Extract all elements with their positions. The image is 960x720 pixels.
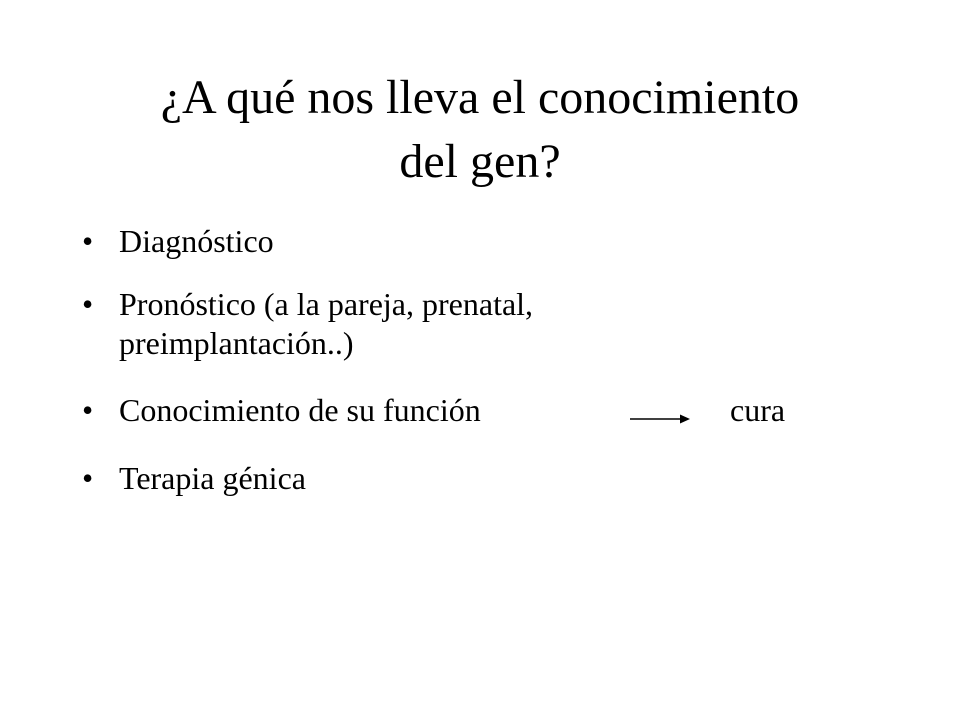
bullet-dot: • bbox=[82, 286, 94, 322]
list-item bbox=[82, 222, 762, 261]
slide-title bbox=[48, 66, 912, 194]
bullet-dot: • bbox=[82, 223, 94, 259]
right-arrow-icon bbox=[630, 411, 690, 427]
list-item bbox=[82, 459, 762, 498]
bullet-text-diagnostico: Diagnóstico bbox=[119, 223, 274, 259]
bullet-dot: • bbox=[82, 460, 94, 496]
title-line-2: del gen? bbox=[399, 135, 561, 188]
bullet-text-terapia: Terapia génica bbox=[119, 460, 306, 496]
bullet-dot: • bbox=[82, 392, 94, 428]
bullet-text-pronostico: Pronóstico (a la pareja, prenatal, preimplantación..) bbox=[119, 286, 534, 361]
arrow-label-cura: cura bbox=[730, 392, 786, 428]
list-item bbox=[82, 285, 762, 363]
title-line-1: ¿A qué nos lleva el conocimiento bbox=[160, 71, 800, 124]
bullet-text-conocimiento: Conocimiento de su función bbox=[119, 392, 481, 428]
